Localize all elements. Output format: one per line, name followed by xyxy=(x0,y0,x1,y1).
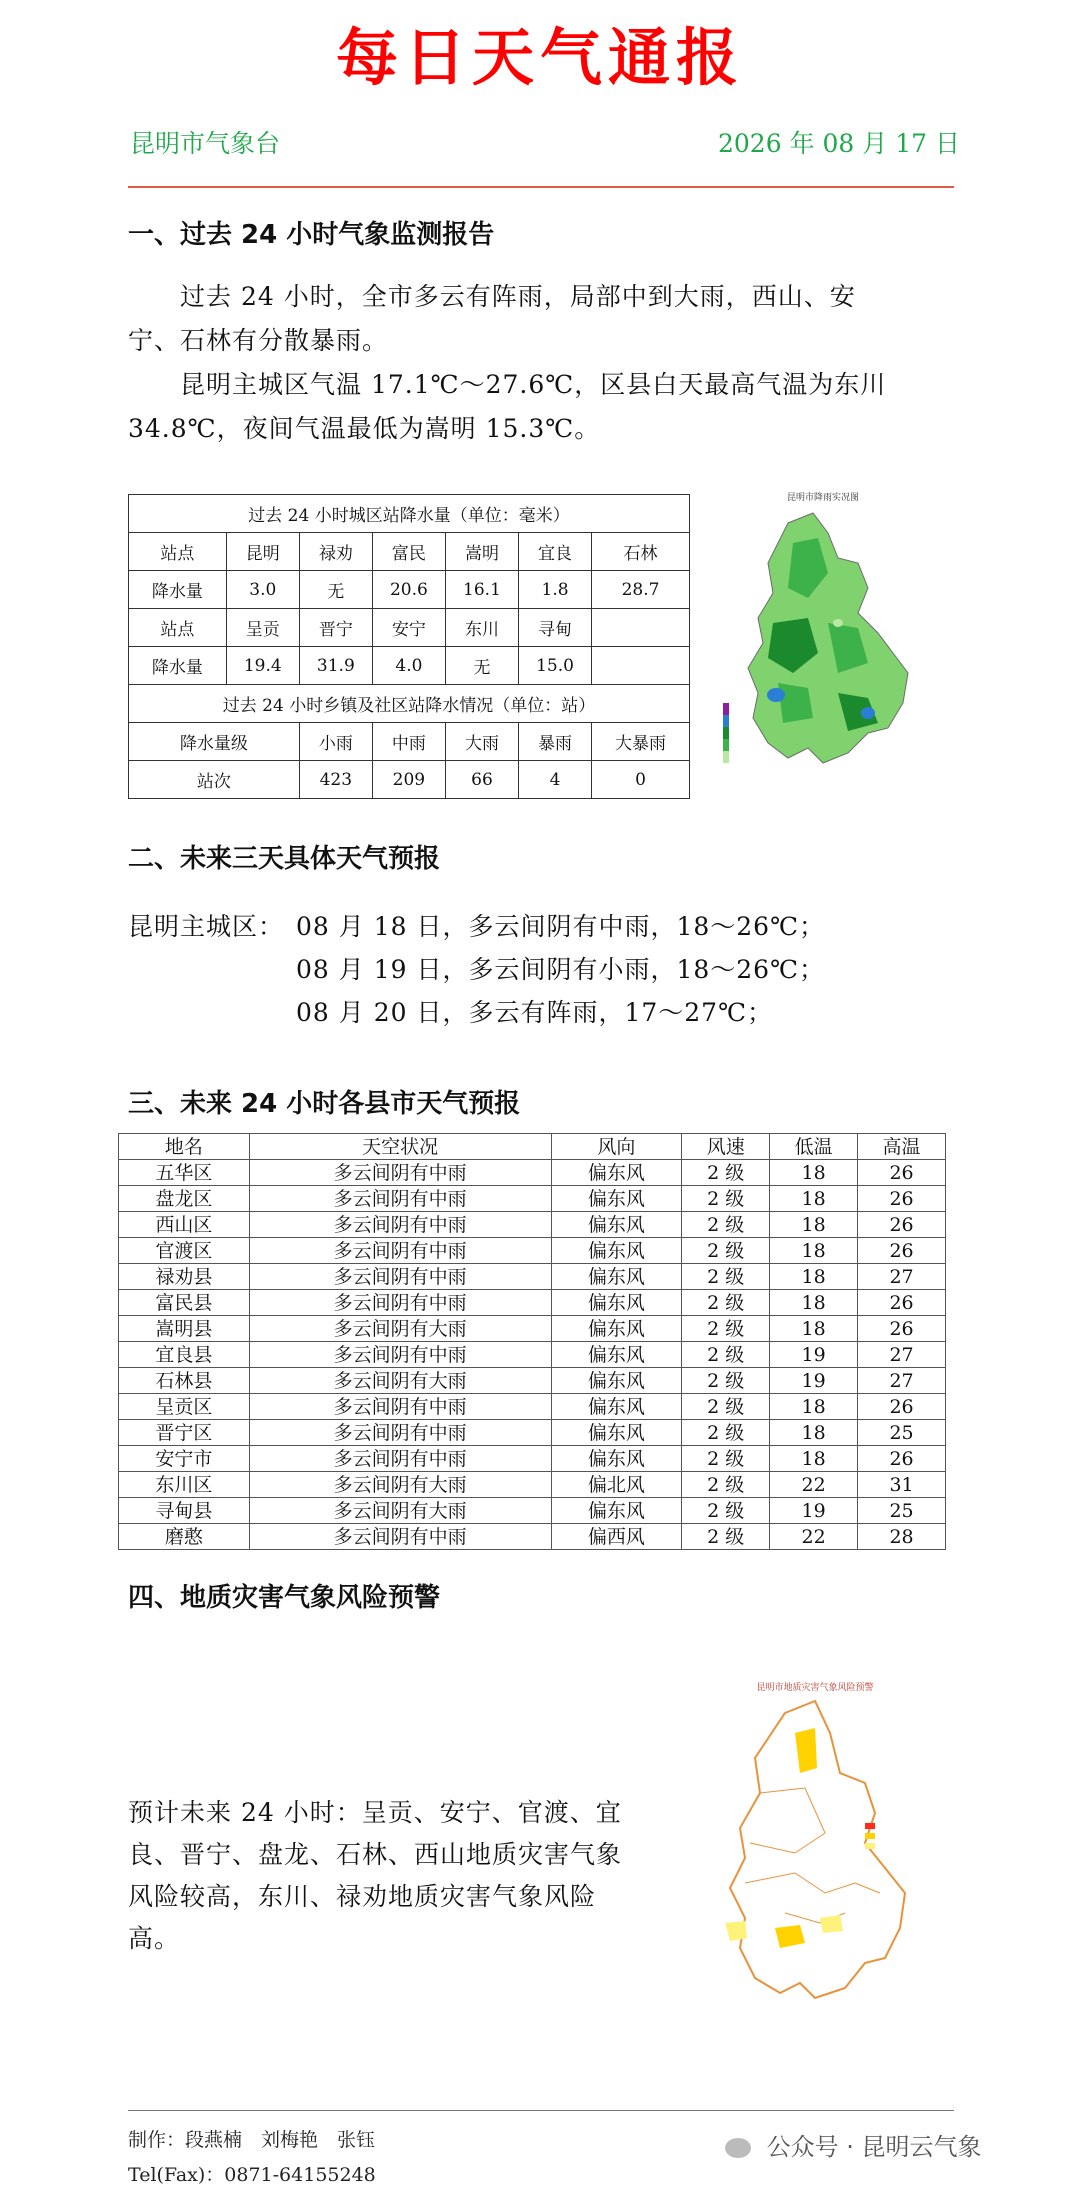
table-row xyxy=(119,1186,946,1212)
table-header-row xyxy=(119,1134,946,1160)
risk-map-title: 昆明市地质灾害气象风险预警 xyxy=(756,1683,874,1693)
table-cell: 偏东风 xyxy=(551,1264,682,1290)
section1-heading: 一、过去 24 小时气象监测报告 xyxy=(128,220,495,250)
table-title: 过去 24 小时乡镇及社区站降水情况（单位：站） xyxy=(129,685,690,723)
section4-line-1: 预计未来 24 小时：呈贡、安宁、官渡、宜 xyxy=(128,1798,622,1827)
table-cell: 2 级 xyxy=(682,1420,770,1446)
footer-divider xyxy=(128,2110,954,2111)
table-cell: 多云间阴有中雨 xyxy=(249,1446,551,1472)
table-cell: 18 xyxy=(770,1238,858,1264)
table-cell: 26 xyxy=(858,1446,946,1472)
table-cell: 2 级 xyxy=(682,1212,770,1238)
table-row xyxy=(119,1212,946,1238)
table-cell: 18 xyxy=(770,1290,858,1316)
table-cell: 安宁 xyxy=(372,609,445,647)
county-forecast-table xyxy=(118,1133,946,1550)
table-cell: 禄劝县 xyxy=(119,1264,250,1290)
table-cell: 无 xyxy=(299,571,372,609)
table-row xyxy=(129,571,690,609)
column-header: 低温 xyxy=(770,1134,858,1160)
table-cell: 五华区 xyxy=(119,1160,250,1186)
table-cell: 大雨 xyxy=(445,723,518,761)
table-cell: 多云间阴有大雨 xyxy=(249,1498,551,1524)
table-cell: 站点 xyxy=(129,533,227,571)
table-cell: 多云间阴有中雨 xyxy=(249,1342,551,1368)
table-row xyxy=(129,761,690,799)
table-cell: 多云间阴有大雨 xyxy=(249,1368,551,1394)
table-row xyxy=(119,1342,946,1368)
risk-map-graphic xyxy=(705,1693,925,2038)
table-cell: 禄劝 xyxy=(299,533,372,571)
table-row xyxy=(129,647,690,685)
column-header: 风向 xyxy=(551,1134,682,1160)
table-cell: 28.7 xyxy=(592,571,690,609)
rainfall-map-title: 昆明市降雨实况图 xyxy=(786,493,859,503)
table-cell: 多云间阴有中雨 xyxy=(249,1290,551,1316)
table-cell: 2 级 xyxy=(682,1394,770,1420)
table-cell: 降水量 xyxy=(129,571,227,609)
table-row xyxy=(119,1446,946,1472)
report-title: 每日天气通报 xyxy=(335,21,744,94)
table-cell: 2 级 xyxy=(682,1186,770,1212)
table-cell: 石林县 xyxy=(119,1368,250,1394)
table-cell: 站点 xyxy=(129,609,227,647)
table-cell: 多云间阴有中雨 xyxy=(249,1524,551,1550)
column-header: 高温 xyxy=(858,1134,946,1160)
table-cell: 降水量级 xyxy=(129,723,300,761)
footer-makers: 制作：段燕楠 刘梅艳 张钰 xyxy=(128,2129,376,2151)
table-cell: 多云间阴有大雨 xyxy=(249,1316,551,1342)
table-row xyxy=(119,1160,946,1186)
table-cell: 18 xyxy=(770,1160,858,1186)
table-row xyxy=(119,1368,946,1394)
risk-map xyxy=(705,1680,925,2040)
table-cell: 19 xyxy=(770,1368,858,1394)
table-cell: 0 xyxy=(592,761,690,799)
table-cell: 盘龙区 xyxy=(119,1186,250,1212)
precipitation-table xyxy=(128,494,690,799)
table-cell: 18 xyxy=(770,1316,858,1342)
column-header: 风速 xyxy=(682,1134,770,1160)
section1-para2-line2: 34.8℃，夜间气温最低为嵩明 15.3℃。 xyxy=(128,414,601,443)
table-cell: 偏东风 xyxy=(551,1238,682,1264)
table-cell: 东川区 xyxy=(119,1472,250,1498)
table-cell: 27 xyxy=(858,1342,946,1368)
table-cell: 18 xyxy=(770,1186,858,1212)
table-cell: 2 级 xyxy=(682,1446,770,1472)
table-cell: 31 xyxy=(858,1472,946,1498)
rainfall-map-graphic xyxy=(718,503,928,788)
table-cell: 中雨 xyxy=(372,723,445,761)
section4-line-2: 良、晋宁、盘龙、石林、西山地质灾害气象 xyxy=(128,1840,623,1869)
table-cell: 2 级 xyxy=(682,1524,770,1550)
table-cell: 晋宁 xyxy=(299,609,372,647)
section4-line-3: 风险较高，东川、禄劝地质灾害气象风险 xyxy=(128,1882,597,1911)
table-cell: 25 xyxy=(858,1498,946,1524)
table-cell: 偏东风 xyxy=(551,1420,682,1446)
table-cell: 偏东风 xyxy=(551,1316,682,1342)
table-cell: 66 xyxy=(445,761,518,799)
forecast-city-label: 昆明主城区： xyxy=(128,912,285,941)
table-cell: 27 xyxy=(858,1368,946,1394)
table-cell: 呈贡 xyxy=(226,609,299,647)
table-cell: 磨憨 xyxy=(119,1524,250,1550)
table-cell: 无 xyxy=(445,647,518,685)
table-row xyxy=(119,1524,946,1550)
table-cell: 20.6 xyxy=(372,571,445,609)
table-cell: 2 级 xyxy=(682,1472,770,1498)
table-cell: 小雨 xyxy=(299,723,372,761)
table-cell: 31.9 xyxy=(299,647,372,685)
table-cell xyxy=(592,647,690,685)
table-cell: 2 级 xyxy=(682,1264,770,1290)
table-cell: 2 级 xyxy=(682,1238,770,1264)
table-cell: 27 xyxy=(858,1264,946,1290)
table-row xyxy=(119,1238,946,1264)
table-cell: 2 级 xyxy=(682,1290,770,1316)
table-cell: 2 级 xyxy=(682,1160,770,1186)
table-cell: 多云间阴有大雨 xyxy=(249,1472,551,1498)
table-cell: 偏东风 xyxy=(551,1290,682,1316)
table-cell: 26 xyxy=(858,1394,946,1420)
section1-para1-line2: 宁、石林有分散暴雨。 xyxy=(128,326,389,355)
section3-heading: 三、未来 24 小时各县市天气预报 xyxy=(128,1089,521,1119)
table-cell: 2 级 xyxy=(682,1368,770,1394)
table-cell: 多云间阴有中雨 xyxy=(249,1160,551,1186)
section1-para1-line1: 过去 24 小时，全市多云有阵雨，局部中到大雨，西山、安 xyxy=(128,282,856,311)
table-cell: 22 xyxy=(770,1524,858,1550)
table-cell: 26 xyxy=(858,1212,946,1238)
table-cell: 呈贡区 xyxy=(119,1394,250,1420)
table-cell: 26 xyxy=(858,1316,946,1342)
table-cell: 26 xyxy=(858,1290,946,1316)
table-row xyxy=(119,1316,946,1342)
watermark-text: 公众号 · 昆明云气象 xyxy=(766,2133,982,2161)
table-row xyxy=(119,1394,946,1420)
table-cell: 3.0 xyxy=(226,571,299,609)
table-cell: 18 xyxy=(770,1212,858,1238)
table-row xyxy=(129,533,690,571)
section4-line-4: 高。 xyxy=(128,1924,181,1953)
footer-tel: Tel(Fax)：0871-64155248 xyxy=(128,2164,376,2186)
table-cell: 18 xyxy=(770,1264,858,1290)
column-header: 天空状况 xyxy=(249,1134,551,1160)
table-cell: 15.0 xyxy=(519,647,592,685)
table-title: 过去 24 小时城区站降水量（单位：毫米） xyxy=(129,495,690,533)
table-cell: 降水量 xyxy=(129,647,227,685)
forecast-day-2: 08 月 19 日，多云间阴有小雨，18～26℃； xyxy=(296,955,826,984)
table-cell: 安宁市 xyxy=(119,1446,250,1472)
table-cell: 偏东风 xyxy=(551,1446,682,1472)
table-cell: 嵩明 xyxy=(445,533,518,571)
table-cell: 2 级 xyxy=(682,1498,770,1524)
forecast-day-3: 08 月 20 日，多云有阵雨，17～27℃； xyxy=(296,998,774,1027)
header-divider xyxy=(128,186,954,188)
table-cell: 偏西风 xyxy=(551,1524,682,1550)
table-cell: 多云间阴有中雨 xyxy=(249,1212,551,1238)
table-cell: 偏东风 xyxy=(551,1498,682,1524)
table-cell: 423 xyxy=(299,761,372,799)
table-cell: 4.0 xyxy=(372,647,445,685)
table-cell: 28 xyxy=(858,1524,946,1550)
report-date: 2026 年 08 月 17 日 xyxy=(718,129,960,158)
table-cell: 4 xyxy=(519,761,592,799)
section4-paragraph xyxy=(128,1792,622,1960)
table-row xyxy=(129,723,690,761)
table-cell: 18 xyxy=(770,1446,858,1472)
table-cell: 宜良 xyxy=(519,533,592,571)
table-cell: 官渡区 xyxy=(119,1238,250,1264)
table-cell: 寻甸县 xyxy=(119,1498,250,1524)
table-cell: 昆明 xyxy=(226,533,299,571)
table-cell: 偏北风 xyxy=(551,1472,682,1498)
table-row xyxy=(129,609,690,647)
table-cell: 偏东风 xyxy=(551,1342,682,1368)
table-row xyxy=(119,1498,946,1524)
table-cell: 暴雨 xyxy=(519,723,592,761)
table-row xyxy=(119,1264,946,1290)
table-cell: 寻甸 xyxy=(519,609,592,647)
section4-heading: 四、地质灾害气象风险预警 xyxy=(128,1583,441,1613)
issuing-org: 昆明市气象台 xyxy=(130,129,281,158)
wechat-icon xyxy=(725,2138,751,2158)
table-cell: 东川 xyxy=(445,609,518,647)
table-cell: 宜良县 xyxy=(119,1342,250,1368)
table-cell: 偏东风 xyxy=(551,1368,682,1394)
watermark xyxy=(725,2127,982,2162)
table-cell: 偏东风 xyxy=(551,1212,682,1238)
table-cell: 2 级 xyxy=(682,1342,770,1368)
table-cell: 多云间阴有中雨 xyxy=(249,1420,551,1446)
table-cell: 多云间阴有中雨 xyxy=(249,1264,551,1290)
table-row xyxy=(119,1290,946,1316)
table-cell: 多云间阴有中雨 xyxy=(249,1238,551,1264)
column-header: 地名 xyxy=(119,1134,250,1160)
table-cell: 偏东风 xyxy=(551,1394,682,1420)
table-cell: 富民 xyxy=(372,533,445,571)
table-cell: 26 xyxy=(858,1238,946,1264)
table-cell: 19 xyxy=(770,1498,858,1524)
table-cell: 26 xyxy=(858,1160,946,1186)
table-row xyxy=(119,1420,946,1446)
rainfall-map xyxy=(718,490,928,790)
table-cell: 19.4 xyxy=(226,647,299,685)
forecast-day-1: 08 月 18 日，多云间阴有中雨，18～26℃； xyxy=(296,912,826,941)
table-cell xyxy=(592,609,690,647)
table-cell: 19 xyxy=(770,1342,858,1368)
table-cell: 偏东风 xyxy=(551,1186,682,1212)
table-cell: 18 xyxy=(770,1420,858,1446)
table-cell: 偏东风 xyxy=(551,1160,682,1186)
table-cell: 25 xyxy=(858,1420,946,1446)
table-cell: 16.1 xyxy=(445,571,518,609)
table-cell: 大暴雨 xyxy=(592,723,690,761)
table-cell: 18 xyxy=(770,1394,858,1420)
section1-para2-line1: 昆明主城区气温 17.1℃～27.6℃，区县白天最高气温为东川 xyxy=(128,370,887,399)
table-cell: 石林 xyxy=(592,533,690,571)
table-cell: 26 xyxy=(858,1186,946,1212)
table-cell: 209 xyxy=(372,761,445,799)
section1-paragraph xyxy=(128,275,968,451)
table-row xyxy=(119,1472,946,1498)
table-cell: 嵩明县 xyxy=(119,1316,250,1342)
table-cell: 西山区 xyxy=(119,1212,250,1238)
table-cell: 站次 xyxy=(129,761,300,799)
section2-heading: 二、未来三天具体天气预报 xyxy=(128,844,441,874)
table-cell: 多云间阴有中雨 xyxy=(249,1186,551,1212)
table-cell: 富民县 xyxy=(119,1290,250,1316)
table-cell: 22 xyxy=(770,1472,858,1498)
table-cell: 晋宁区 xyxy=(119,1420,250,1446)
table-cell: 多云间阴有中雨 xyxy=(249,1394,551,1420)
table-cell: 2 级 xyxy=(682,1316,770,1342)
table-cell: 1.8 xyxy=(519,571,592,609)
